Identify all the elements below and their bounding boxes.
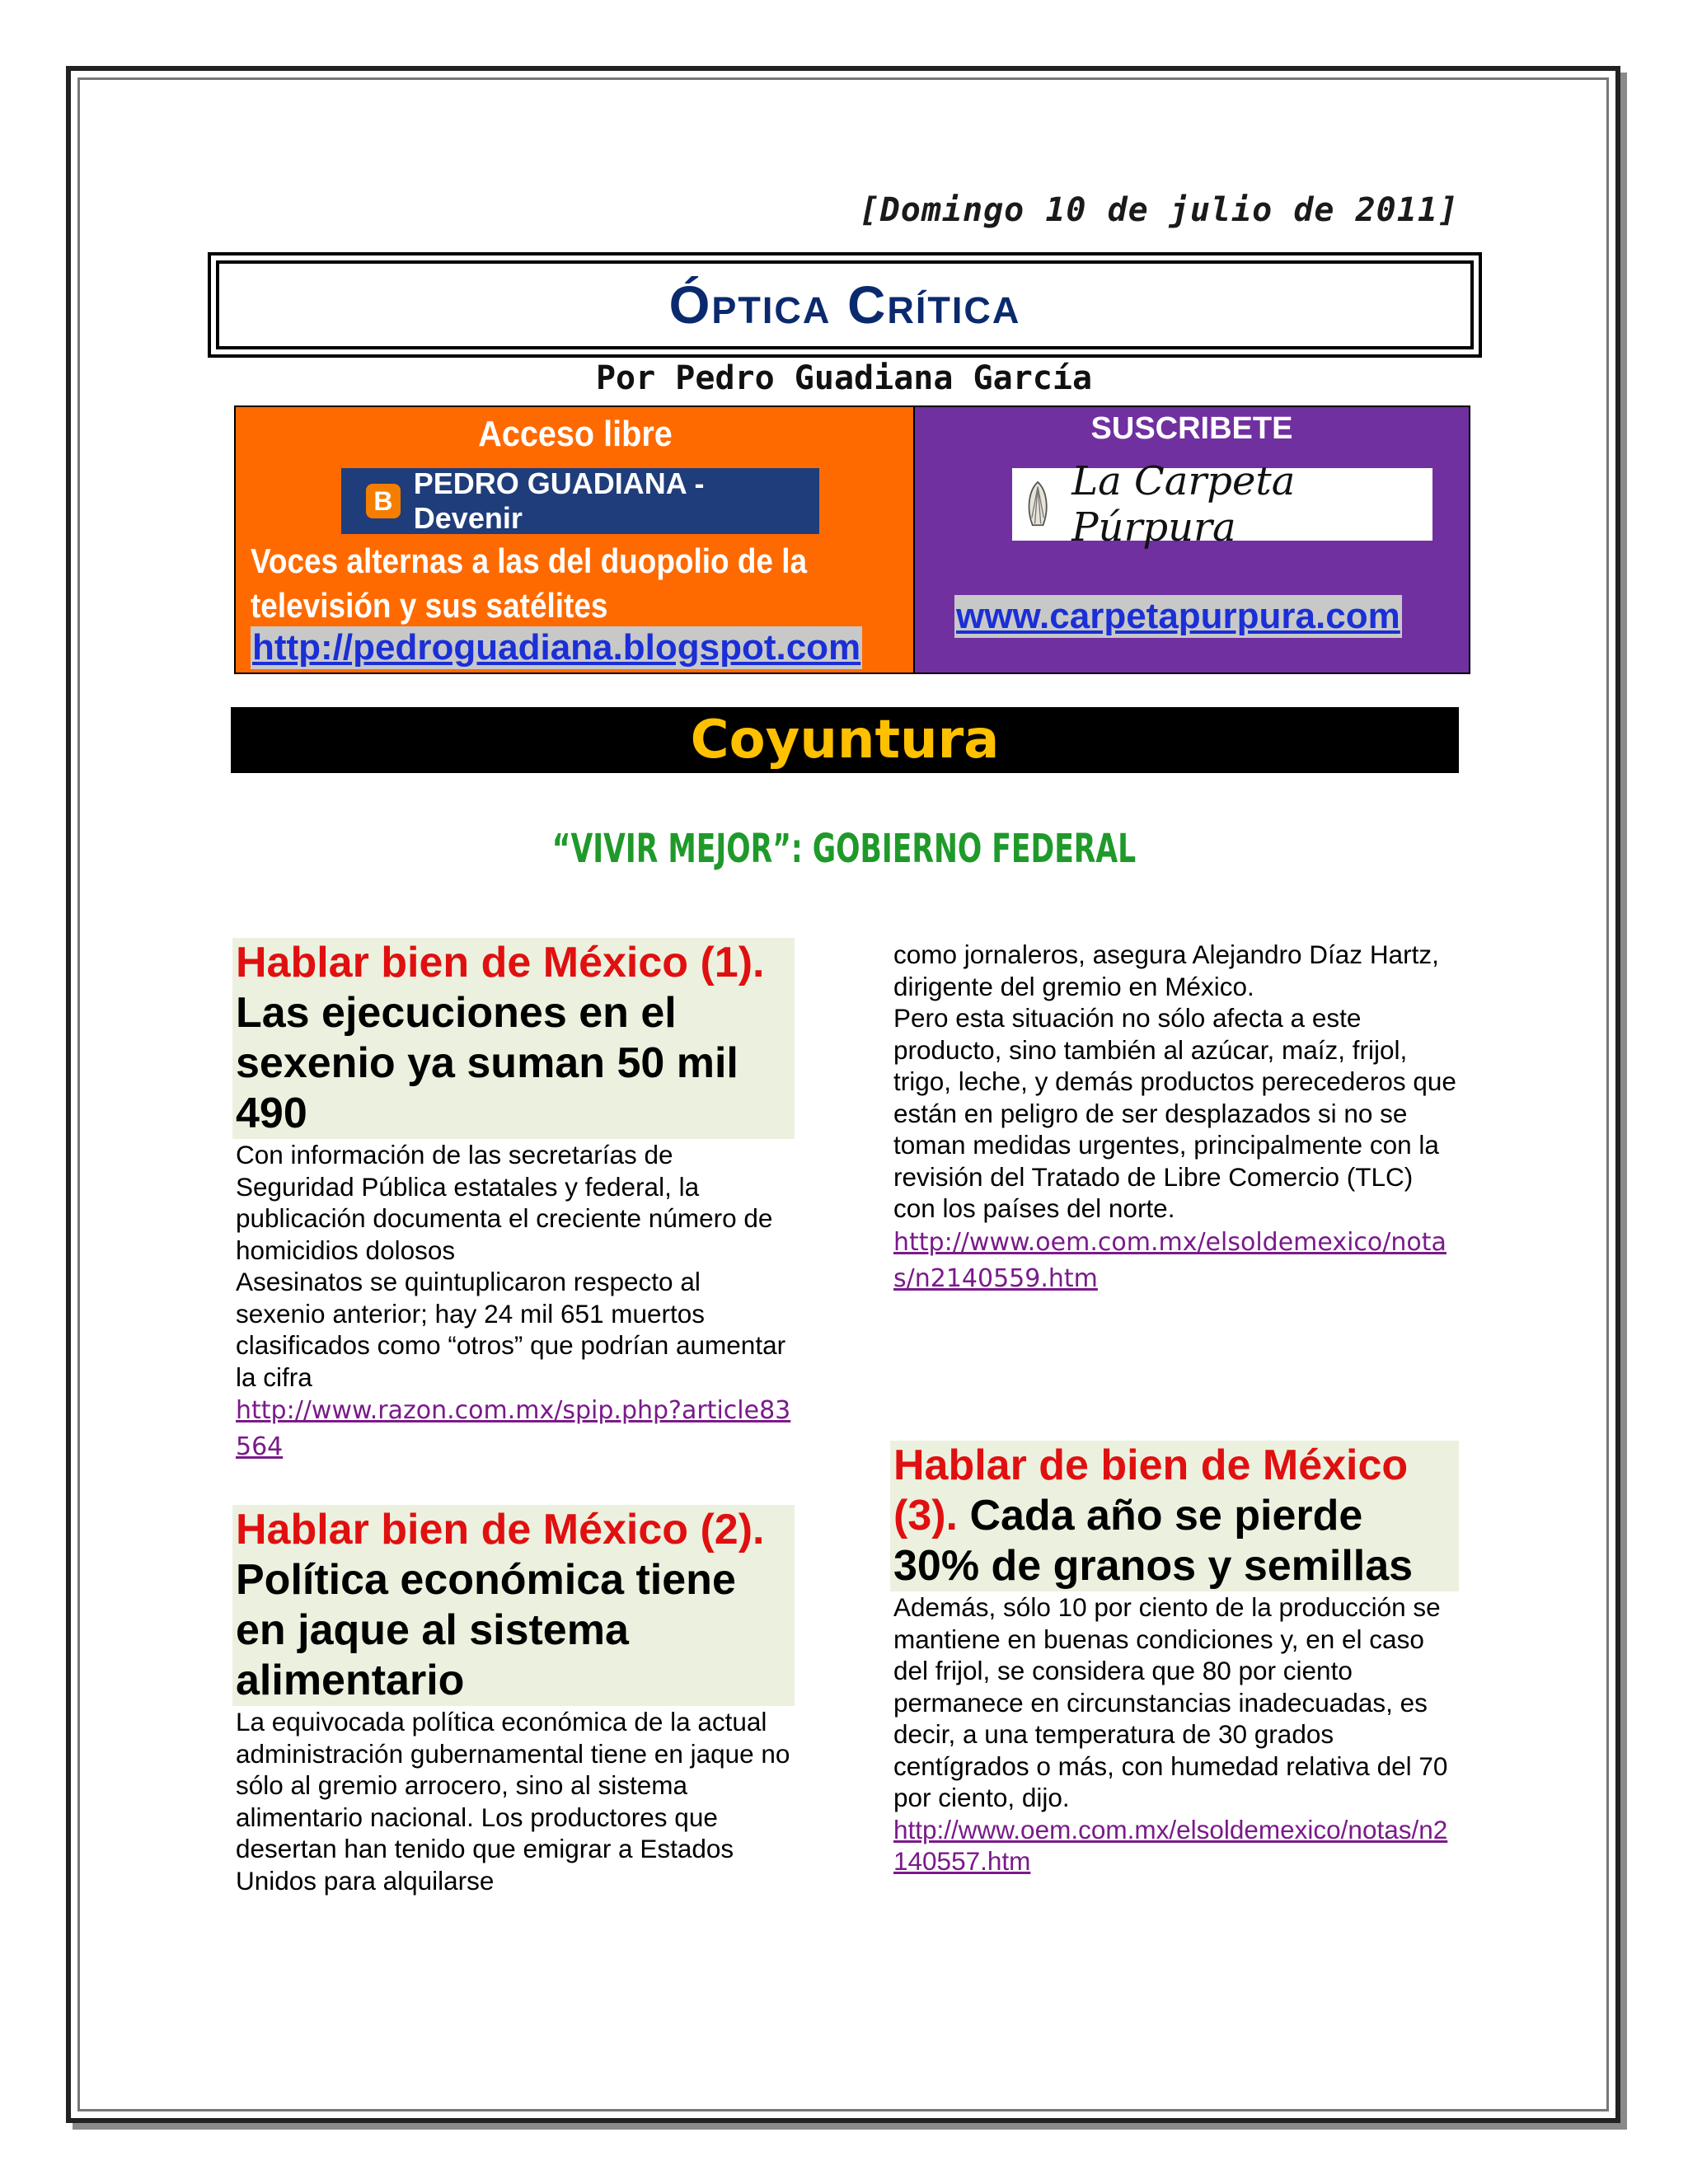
acceso-libre-label: Acceso libre <box>478 414 673 454</box>
blogger-badge-text: PEDRO GUADIANA - Devenir <box>413 466 705 535</box>
headline-title: Política económica tiene en jaque al sistema alimentario <box>236 1556 736 1704</box>
page-title: Óptica Crítica <box>668 275 1021 335</box>
date-line: [Domingo 10 de julio de 2011] <box>859 191 1459 229</box>
section-bar <box>231 707 1459 773</box>
suscribete-label: SUSCRIBETE <box>1090 411 1293 446</box>
headline-title: Cada año se pierde 30% de granos y semillas <box>893 1492 1414 1590</box>
article-body-2: Asesinatos se quintuplicaron respecto al sexenio anterior; hay 24 mil 651 muertos clasificados como “otros” que podrían aumentar la cifra <box>236 1267 786 1392</box>
blogger-badge[interactable] <box>341 468 819 534</box>
headline-title: Las ejecuciones en el sexenio ya suman 50 mil 490 <box>236 989 738 1137</box>
article-body: Además, sólo 10 por ciento de la producción se mantiene en buenas condiciones y, en el caso del frijol, se considera que 80 por ciento permanece en circunstancias inadecuadas, es decir, a una temperatura de 30 grados centígrados o más, con humedad relativa del 70 por ciento, dijo. <box>893 1592 1448 1812</box>
banner-tagline: Voces alternas a las del duopolio de la televisión y sus satélites <box>251 541 808 625</box>
title-box <box>208 252 1482 358</box>
carpeta-link[interactable]: www.carpetapurpura.com <box>956 596 1400 636</box>
article-headline <box>232 1505 795 1706</box>
article-2-continued <box>890 939 1459 1297</box>
headline-lead: Hablar bien de México (2). <box>236 1506 765 1554</box>
article-body: Con información de las secretarías de Seguridad Pública estatales y federal, la publicación documenta el creciente número de homicidios dolosos <box>236 1140 773 1265</box>
promo-banner <box>234 405 1470 674</box>
section-title: Coyuntura <box>690 710 1000 771</box>
article-1 <box>232 938 795 1465</box>
banner-suscribete <box>915 407 1469 673</box>
article-2 <box>232 1505 795 1896</box>
article-body-2: Pero esta situación no sólo afecta a este producto, sino también al azúcar, maíz, frijol, trigo, leche, y demás productos perecederos que están en peligro de ser desplazados si no se toman medidas urgentes, principalmente con la revisión del Tratado de Libre Comercio (TLC) con los países del norte. <box>893 1003 1456 1223</box>
article-body: como jornaleros, asegura Alejandro Díaz Hartz, dirigente del gremio en México. <box>893 940 1439 1001</box>
headline-lead: Hablar de bien de México (3). <box>893 1441 1409 1540</box>
blogger-icon: B <box>366 484 401 518</box>
shell-icon <box>1024 478 1052 531</box>
article-link[interactable]: http://www.razon.com.mx/spip.php?article83564 <box>236 1396 791 1461</box>
article-link[interactable]: http://www.oem.com.mx/elsoldemexico/notas/n2140559.htm <box>893 1227 1447 1293</box>
headline-lead: Hablar bien de México (1). <box>236 939 765 987</box>
article-headline <box>890 1441 1459 1591</box>
carpeta-logo-text: La Carpeta Púrpura <box>1071 458 1296 551</box>
byline: Por Pedro Guadiana García <box>595 359 1093 397</box>
banner-acceso-libre <box>236 407 915 673</box>
article-headline <box>232 938 795 1139</box>
section-subtitle: “VIVIR MEJOR”: GOBIERNO FEDERAL <box>551 826 1137 872</box>
article-link[interactable]: http://www.oem.com.mx/elsoldemexico/notas/n2140557.htm <box>893 1814 1448 1876</box>
blog-link[interactable]: http://pedroguadiana.blogspot.com <box>252 627 861 668</box>
article-3 <box>890 1441 1459 1877</box>
article-body: La equivocada política económica de la actual administración gubernamental tiene en jaque no sólo al gremio arrocero, sino al sistema alimentario nacional. Los productores que desertan han tenido que emigrar a Estados Unidos para alquilarse <box>236 1707 790 1896</box>
carpeta-purpura-logo[interactable] <box>1012 458 1432 551</box>
